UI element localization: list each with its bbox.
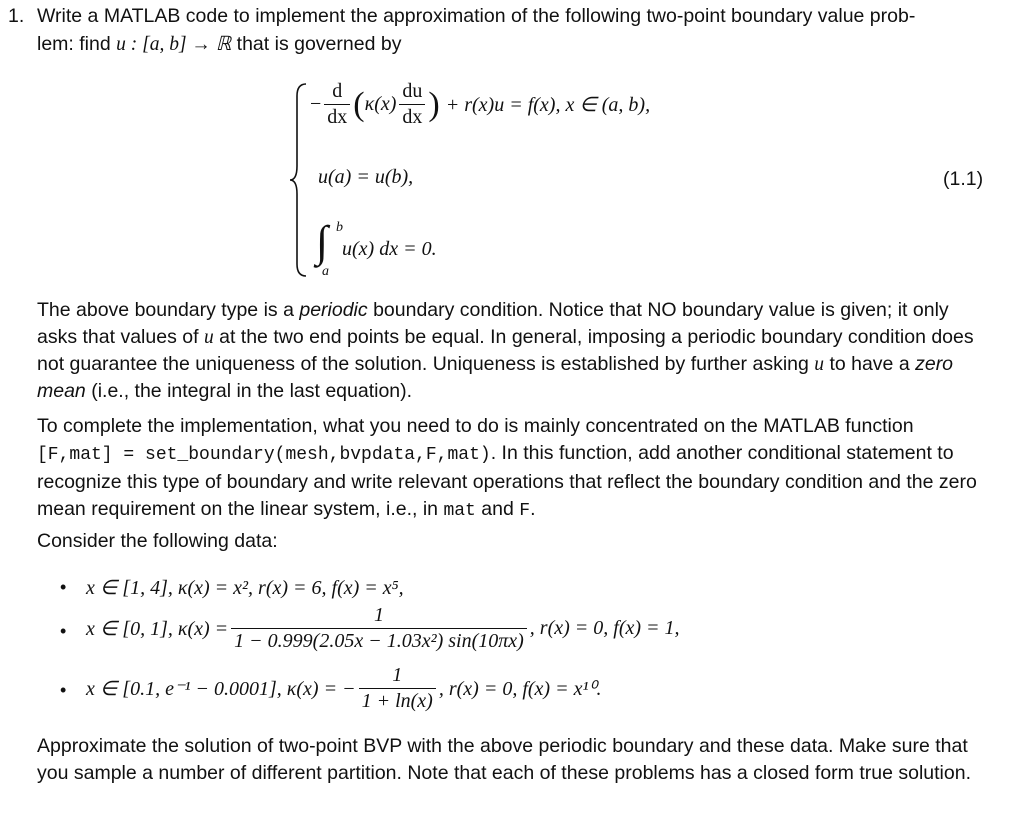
bullet-dot-1: • bbox=[60, 577, 67, 597]
equation-number: (1.1) bbox=[943, 168, 984, 190]
system-brace bbox=[288, 82, 310, 278]
para1-text-3: at the two end points be equal. In general, imposing a periodic boundary condition does not guarantee the uniqueness of the solution. Uniqueness is established by further asking bbox=[37, 326, 974, 375]
data-item-1: x ∈ [1, 4], κ(x) = x², r(x) = 6, f(x) = x⁵, bbox=[86, 577, 404, 599]
para1-text-2: boundary condition. Notice that NO boundary value is given; it only asks that values of bbox=[37, 299, 949, 348]
d-numerator: d bbox=[332, 80, 343, 102]
para2-text-4: . bbox=[530, 498, 536, 520]
intro-line-2-pre: lem: find bbox=[37, 33, 111, 55]
para1-text-5: (i.e., the integral in the last equation). bbox=[91, 380, 413, 402]
set-boundary-code: [F,mat] = set_boundary(mesh,bvpdata,F,mat) bbox=[37, 445, 491, 465]
integral-body: u(x) dx = 0. bbox=[342, 238, 437, 260]
intro-line-1: Write a MATLAB code to implement the approximation of the following two-point boundary value prob- bbox=[37, 5, 916, 27]
para1-text-1: The above boundary type is a bbox=[37, 299, 294, 321]
du-numerator: du bbox=[402, 80, 423, 102]
bullet-dot-3: • bbox=[60, 680, 67, 700]
eq1-right-paren: ) bbox=[428, 85, 440, 123]
periodic-term: periodic bbox=[299, 299, 368, 321]
eq1-minus: − bbox=[310, 93, 322, 115]
intro-line-2-math: u : [a, b] → ℝ bbox=[116, 34, 232, 55]
item3-pre: x ∈ [0.1, e⁻¹ − 0.0001], κ(x) = − bbox=[86, 678, 356, 700]
equation-3 bbox=[316, 217, 516, 279]
closing-paragraph: Approximate the solution of two-point BVP with the above periodic boundary and these data. Make sure that you sample a number of different partition. Note that each of these problems has a closed form true solution. bbox=[37, 735, 971, 784]
para1-u-2: u bbox=[814, 354, 825, 375]
consider-heading: Consider the following data: bbox=[37, 530, 278, 552]
item3-fraction bbox=[359, 664, 436, 713]
item3-denominator: 1 + ln(x) bbox=[359, 688, 436, 713]
para2-text-2: . In this function, add another conditional statement to recognize this type of boundary and write relevant operations that reflect the boundary condition and the zero mean requirement on the linear system, i.e., in bbox=[37, 442, 977, 520]
eq1-left-paren: ( bbox=[353, 85, 365, 123]
d-denominator: dx bbox=[324, 104, 350, 129]
item2-pre: x ∈ [0, 1], κ(x) = bbox=[86, 618, 229, 640]
integral-sign: ∫ bbox=[316, 217, 329, 266]
eq1-rest: + r(x)u = f(x), x ∈ (a, b), bbox=[445, 94, 651, 116]
item2-denominator: 1 − 0.999(2.05x − 1.03x²) sin(10πx) bbox=[231, 628, 527, 653]
intro-line-2-post: that is governed by bbox=[236, 33, 402, 55]
data-item-3 bbox=[86, 664, 601, 713]
f-code: F bbox=[519, 501, 531, 521]
item3-post: , r(x) = 0, f(x) = x¹⁰. bbox=[438, 678, 602, 700]
item2-fraction bbox=[231, 604, 527, 653]
para1-u-1: u bbox=[203, 327, 214, 348]
problem-number: 1. bbox=[8, 5, 25, 27]
implementation-paragraph bbox=[37, 413, 989, 525]
equation-2: u(a) = u(b), bbox=[318, 166, 414, 188]
item2-numerator: 1 bbox=[373, 604, 384, 626]
equation-1 bbox=[310, 80, 650, 129]
d-dx-fraction bbox=[324, 80, 350, 129]
mat-code: mat bbox=[443, 501, 476, 521]
eq1-kappa: κ(x) bbox=[364, 93, 397, 115]
periodic-paragraph bbox=[37, 297, 989, 405]
integral-lower-limit: a bbox=[322, 264, 329, 279]
data-item-2 bbox=[86, 604, 680, 653]
para2-text-1: To complete the implementation, what you need to do is mainly concentrated on the MATLAB function bbox=[37, 415, 914, 437]
intro-line-2 bbox=[37, 32, 401, 56]
item2-post: , r(x) = 0, f(x) = 1, bbox=[529, 617, 680, 639]
item3-numerator: 1 bbox=[392, 664, 403, 686]
du-denominator: dx bbox=[399, 104, 425, 129]
integral-upper-limit: b bbox=[336, 220, 343, 235]
para1-text-4: to have a bbox=[829, 353, 910, 375]
du-dx-fraction bbox=[399, 80, 425, 129]
zero-mean-term: zero mean bbox=[37, 353, 954, 402]
para2-text-3: and bbox=[481, 498, 514, 520]
bullet-dot-2: • bbox=[60, 621, 67, 641]
